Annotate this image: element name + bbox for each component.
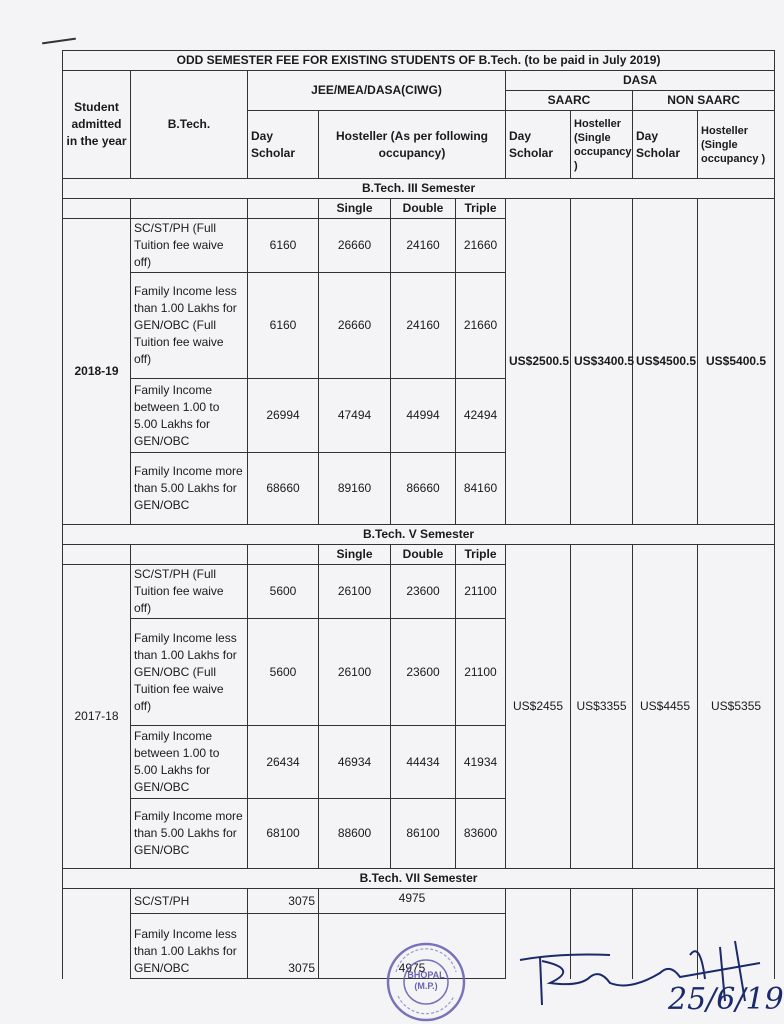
fee-triple: 84160 <box>456 453 506 525</box>
table-cell <box>131 199 248 219</box>
category: Family Income between 1.00 to 5.00 Lakhs for GEN/OBC <box>131 379 248 453</box>
table-cell <box>248 199 319 219</box>
category: Family Income more than 5.00 Lakhs for GEN/OBC <box>131 453 248 525</box>
fee-hostel: 4975 <box>319 889 506 914</box>
fee-day: 5600 <box>248 619 319 726</box>
header-dasa: DASA <box>506 71 775 91</box>
dasa-fee: US$2455 <box>506 545 571 869</box>
fee-triple: 21660 <box>456 273 506 379</box>
dasa-fee: US$3355 <box>571 545 633 869</box>
table-title: ODD SEMESTER FEE FOR EXISTING STUDENTS OF B.Tech. (to be paid in July 2019) <box>63 51 775 71</box>
fee-day: 68660 <box>248 453 319 525</box>
semester-title: B.Tech. III Semester <box>63 179 775 199</box>
subheader-single: Single <box>319 545 391 565</box>
fee-single: 26100 <box>319 565 391 619</box>
fee-day: 5600 <box>248 565 319 619</box>
fee-day: 68100 <box>248 799 319 869</box>
fee-double: 44434 <box>391 726 456 799</box>
category: SC/ST/PH (Full Tuition fee waive off) <box>131 219 248 273</box>
fee-table <box>62 50 775 979</box>
fee-triple: 21660 <box>456 219 506 273</box>
dasa-fee: US$4455 <box>633 545 698 869</box>
fee-single: 47494 <box>319 379 391 453</box>
header-day-scholar: Day Scholar <box>248 111 319 179</box>
fee-single: 89160 <box>319 453 391 525</box>
fee-day: 6160 <box>248 219 319 273</box>
category: SC/ST/PH <box>131 889 248 914</box>
header-saarc-day-scholar: Day Scholar <box>506 111 571 179</box>
fee-triple: 41934 <box>456 726 506 799</box>
header-year: Student admitted in the year <box>63 71 131 179</box>
category: Family Income less than 1.00 Lakhs for GEN/OBC (Full Tuition fee waive off) <box>131 619 248 726</box>
table-row <box>63 889 775 914</box>
fee-double: 23600 <box>391 619 456 726</box>
fee-day: 3075 <box>248 889 319 914</box>
fee-double: 86100 <box>391 799 456 869</box>
header-hosteller-occupancy: Hosteller (As per following occupancy) <box>319 111 506 179</box>
stamp-state: (M.P.) <box>414 981 438 991</box>
header-nonsaarc-day-scholar: Day Scholar <box>633 111 698 179</box>
institute-stamp <box>386 942 466 1022</box>
table-cell <box>131 545 248 565</box>
fee-double: 86660 <box>391 453 456 525</box>
fee-day: 26994 <box>248 379 319 453</box>
category: Family Income less than 1.00 Lakhs for GEN/OBC <box>131 914 248 979</box>
fee-triple: 83600 <box>456 799 506 869</box>
fee-single: 88600 <box>319 799 391 869</box>
fee-single: 26660 <box>319 273 391 379</box>
header-non-saarc: NON SAARC <box>633 91 775 111</box>
fee-triple: 21100 <box>456 619 506 726</box>
category: SC/ST/PH (Full Tuition fee waive off) <box>131 565 248 619</box>
table-cell <box>248 545 319 565</box>
admission-year: 2017-18 <box>63 565 131 869</box>
subheader-triple: Triple <box>456 199 506 219</box>
fee-day: 6160 <box>248 273 319 379</box>
stamp-city: BHOPAL <box>407 970 445 980</box>
fee-single: 46934 <box>319 726 391 799</box>
fee-day: 26434 <box>248 726 319 799</box>
table-cell <box>63 199 131 219</box>
semester-title: B.Tech. VII Semester <box>63 869 775 889</box>
signature-date: 25/6/19 <box>668 982 784 1017</box>
header-btech: B.Tech. <box>131 71 248 179</box>
fee-double: 24160 <box>391 219 456 273</box>
category: Family Income more than 5.00 Lakhs for GEN/OBC <box>131 799 248 869</box>
fee-double: 44994 <box>391 379 456 453</box>
header-saarc: SAARC <box>506 91 633 111</box>
header-nonsaarc-hosteller: Hosteller (Single occupancy ) <box>698 111 775 179</box>
dasa-fee: US$4500.5 <box>633 199 698 525</box>
dasa-fee: US$3400.5 <box>571 199 633 525</box>
subheader-double: Double <box>391 545 456 565</box>
fee-triple: 42494 <box>456 379 506 453</box>
fee-hostel: 4975 <box>319 914 506 979</box>
fee-triple: 21100 <box>456 565 506 619</box>
fee-single: 26660 <box>319 219 391 273</box>
fee-double: 24160 <box>391 273 456 379</box>
subheader-single: Single <box>319 199 391 219</box>
fee-double: 23600 <box>391 565 456 619</box>
admission-year <box>63 889 131 979</box>
fee-single: 26100 <box>319 619 391 726</box>
dasa-fee: US$5400.5 <box>698 199 775 525</box>
dasa-fee: US$2500.5 <box>506 199 571 525</box>
pen-mark <box>42 38 76 45</box>
header-jee: JEE/MEA/DASA(CIWG) <box>248 71 506 111</box>
semester-title: B.Tech. V Semester <box>63 525 775 545</box>
header-saarc-hosteller: Hosteller (Single occupancy ) <box>571 111 633 179</box>
table-cell <box>63 545 131 565</box>
category: Family Income between 1.00 to 5.00 Lakhs for GEN/OBC <box>131 726 248 799</box>
admission-year: 2018-19 <box>63 219 131 525</box>
category: Family Income less than 1.00 Lakhs for GEN/OBC (Full Tuition fee waive off) <box>131 273 248 379</box>
subheader-triple: Triple <box>456 545 506 565</box>
dasa-fee: US$5355 <box>698 545 775 869</box>
fee-day: 3075 <box>248 914 319 979</box>
subheader-double: Double <box>391 199 456 219</box>
